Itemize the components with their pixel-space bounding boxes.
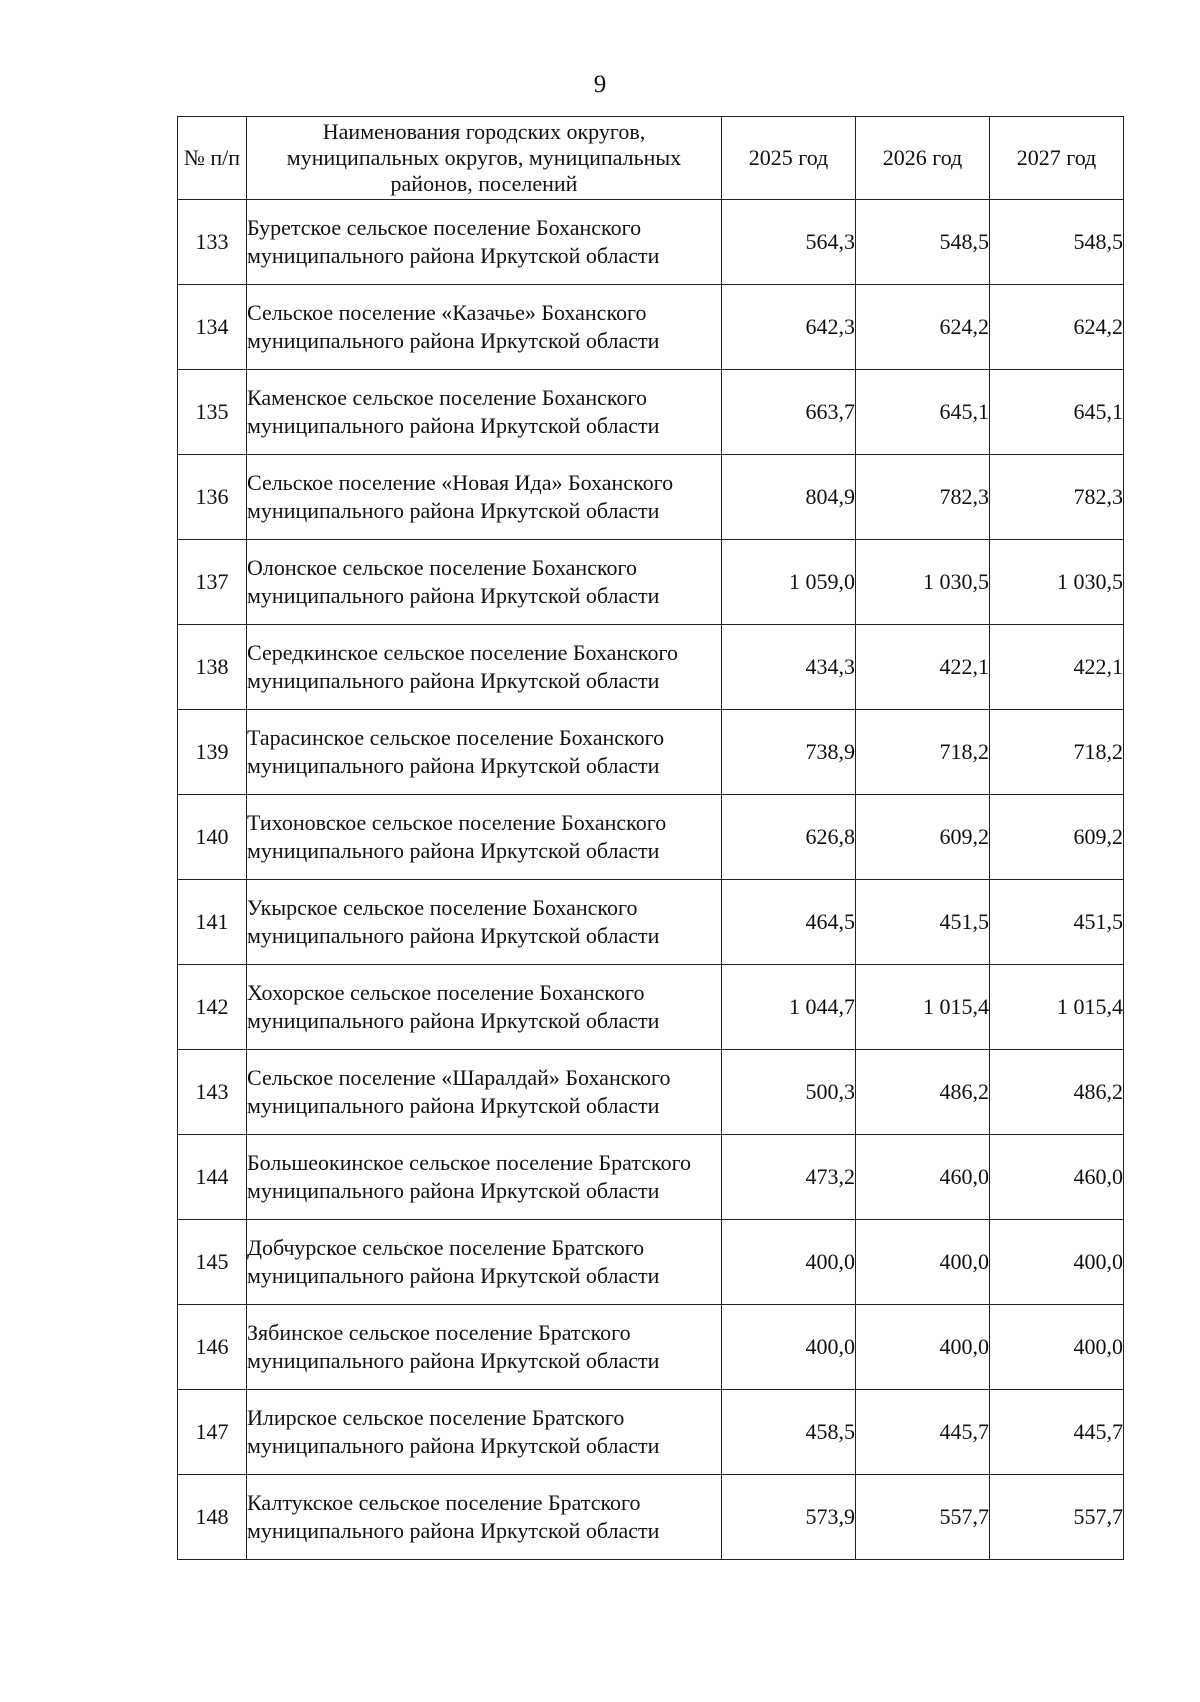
row-number: 139 [178, 710, 247, 795]
header-name: Наименования городских округов, муниципальных округов, муниципальных районов, поселений [247, 117, 722, 200]
table-row [178, 1390, 1124, 1475]
value-2026: 460,0 [856, 1135, 990, 1220]
row-number: 133 [178, 200, 247, 285]
row-number: 143 [178, 1050, 247, 1135]
value-2027: 486,2 [990, 1050, 1124, 1135]
table-row [178, 965, 1124, 1050]
value-2025: 573,9 [722, 1475, 856, 1560]
value-2026: 422,1 [856, 625, 990, 710]
value-2025: 434,3 [722, 625, 856, 710]
value-2025: 500,3 [722, 1050, 856, 1135]
settlement-name: Добчурское сельское поселение Братского муниципального района Иркутской области [247, 1220, 722, 1305]
settlement-name: Хохорское сельское поселение Боханского муниципального района Иркутской области [247, 965, 722, 1050]
settlement-name: Тарасинское сельское поселение Боханского муниципального района Иркутской области [247, 710, 722, 795]
budget-table [177, 116, 1124, 1560]
value-2027: 609,2 [990, 795, 1124, 880]
value-2027: 422,1 [990, 625, 1124, 710]
header-2027: 2027 год [990, 117, 1124, 200]
value-2027: 1 015,4 [990, 965, 1124, 1050]
value-2026: 1 030,5 [856, 540, 990, 625]
row-number: 146 [178, 1305, 247, 1390]
table-row [178, 1305, 1124, 1390]
table-row [178, 1475, 1124, 1560]
value-2026: 400,0 [856, 1305, 990, 1390]
value-2026: 624,2 [856, 285, 990, 370]
table-row [178, 370, 1124, 455]
table-row [178, 795, 1124, 880]
settlement-name: Зябинское сельское поселение Братского муниципального района Иркутской области [247, 1305, 722, 1390]
row-number: 147 [178, 1390, 247, 1475]
value-2026: 1 015,4 [856, 965, 990, 1050]
value-2027: 557,7 [990, 1475, 1124, 1560]
settlement-name: Тихоновское сельское поселение Боханского муниципального района Иркутской области [247, 795, 722, 880]
settlement-name: Каменское сельское поселение Боханского муниципального района Иркутской области [247, 370, 722, 455]
header-2026: 2026 год [856, 117, 990, 200]
table-row [178, 285, 1124, 370]
table-row [178, 1050, 1124, 1135]
value-2026: 609,2 [856, 795, 990, 880]
table-header [178, 117, 1124, 200]
value-2026: 782,3 [856, 455, 990, 540]
value-2026: 557,7 [856, 1475, 990, 1560]
value-2025: 626,8 [722, 795, 856, 880]
value-2027: 451,5 [990, 880, 1124, 965]
row-number: 135 [178, 370, 247, 455]
value-2025: 663,7 [722, 370, 856, 455]
value-2027: 718,2 [990, 710, 1124, 795]
settlement-name: Буретское сельское поселение Боханского муниципального района Иркутской области [247, 200, 722, 285]
row-number: 141 [178, 880, 247, 965]
settlement-name: Олонское сельское поселение Боханского муниципального района Иркутской области [247, 540, 722, 625]
value-2025: 738,9 [722, 710, 856, 795]
settlement-name: Укырское сельское поселение Боханского муниципального района Иркутской области [247, 880, 722, 965]
settlement-name: Калтукское сельское поселение Братского муниципального района Иркутской области [247, 1475, 722, 1560]
value-2027: 645,1 [990, 370, 1124, 455]
table-row [178, 1135, 1124, 1220]
value-2027: 460,0 [990, 1135, 1124, 1220]
value-2027: 400,0 [990, 1220, 1124, 1305]
value-2027: 548,5 [990, 200, 1124, 285]
value-2025: 642,3 [722, 285, 856, 370]
value-2025: 458,5 [722, 1390, 856, 1475]
value-2025: 1 059,0 [722, 540, 856, 625]
row-number: 144 [178, 1135, 247, 1220]
row-number: 134 [178, 285, 247, 370]
value-2025: 1 044,7 [722, 965, 856, 1050]
value-2027: 400,0 [990, 1305, 1124, 1390]
value-2026: 451,5 [856, 880, 990, 965]
value-2026: 486,2 [856, 1050, 990, 1135]
table-row [178, 1220, 1124, 1305]
settlement-name: Сельское поселение «Новая Ида» Боханского муниципального района Иркутской области [247, 455, 722, 540]
value-2027: 624,2 [990, 285, 1124, 370]
value-2026: 548,5 [856, 200, 990, 285]
header-num: № п/п [178, 117, 247, 200]
table-row [178, 625, 1124, 710]
value-2025: 473,2 [722, 1135, 856, 1220]
value-2026: 445,7 [856, 1390, 990, 1475]
table-row [178, 455, 1124, 540]
value-2026: 645,1 [856, 370, 990, 455]
settlement-name: Сельское поселение «Шаралдай» Боханского муниципального района Иркутской области [247, 1050, 722, 1135]
value-2027: 445,7 [990, 1390, 1124, 1475]
value-2025: 400,0 [722, 1305, 856, 1390]
row-number: 148 [178, 1475, 247, 1560]
row-number: 140 [178, 795, 247, 880]
value-2025: 804,9 [722, 455, 856, 540]
settlement-name: Сельское поселение «Казачье» Боханского муниципального района Иркутской области [247, 285, 722, 370]
table-row [178, 880, 1124, 965]
value-2025: 464,5 [722, 880, 856, 965]
table-row [178, 710, 1124, 795]
header-2025: 2025 год [722, 117, 856, 200]
value-2027: 782,3 [990, 455, 1124, 540]
row-number: 142 [178, 965, 247, 1050]
settlement-name: Илирское сельское поселение Братского муниципального района Иркутской области [247, 1390, 722, 1475]
page-number: 9 [593, 71, 607, 98]
row-number: 138 [178, 625, 247, 710]
row-number: 136 [178, 455, 247, 540]
table-row [178, 200, 1124, 285]
settlement-name: Середкинское сельское поселение Боханского муниципального района Иркутской области [247, 625, 722, 710]
table-body [178, 200, 1124, 1560]
value-2027: 1 030,5 [990, 540, 1124, 625]
table-row [178, 540, 1124, 625]
settlement-name: Большеокинское сельское поселение Братского муниципального района Иркутской области [247, 1135, 722, 1220]
value-2025: 564,3 [722, 200, 856, 285]
value-2025: 400,0 [722, 1220, 856, 1305]
value-2026: 718,2 [856, 710, 990, 795]
row-number: 137 [178, 540, 247, 625]
row-number: 145 [178, 1220, 247, 1305]
value-2026: 400,0 [856, 1220, 990, 1305]
